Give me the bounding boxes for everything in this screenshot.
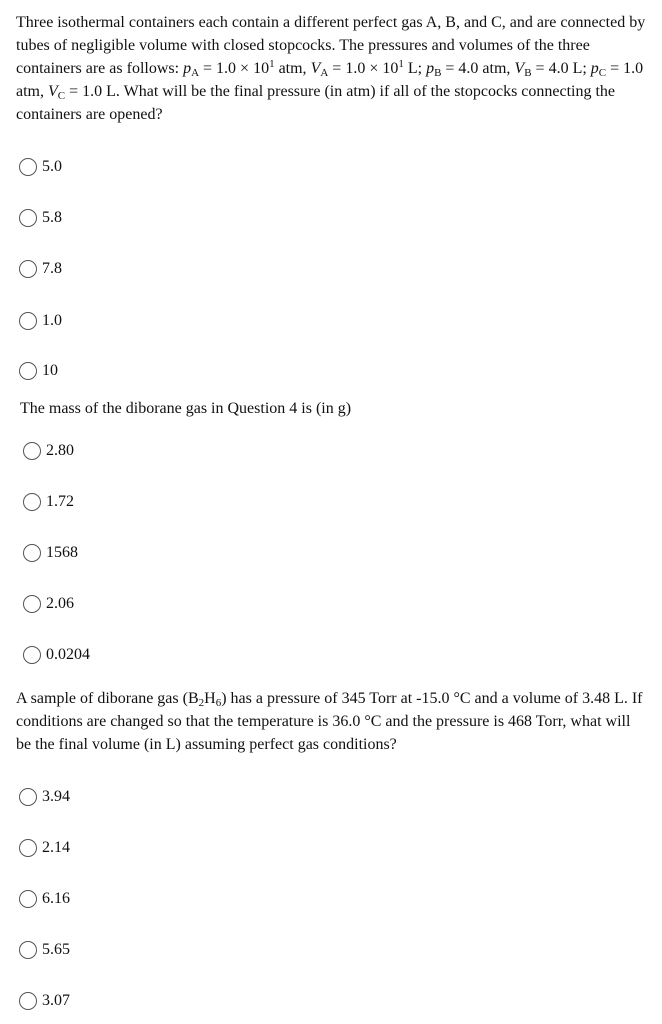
option-label: 2.80 xyxy=(46,442,74,459)
radio-button[interactable] xyxy=(23,493,41,511)
q1-option-5[interactable] xyxy=(19,359,58,383)
radio-button[interactable] xyxy=(19,158,37,176)
radio-button[interactable] xyxy=(23,595,41,613)
radio-button[interactable] xyxy=(23,544,41,562)
q3-option-5[interactable] xyxy=(19,989,70,1013)
radio-button[interactable] xyxy=(19,890,37,908)
q2-option-4[interactable] xyxy=(23,592,74,616)
radio-button[interactable] xyxy=(19,839,37,857)
option-label: 7.8 xyxy=(42,260,62,277)
option-label: 2.06 xyxy=(46,595,74,612)
option-label: 3.07 xyxy=(42,992,70,1009)
q1-option-2[interactable] xyxy=(19,206,62,230)
q2-option-3[interactable] xyxy=(23,541,78,565)
question-3-text: A sample of diborane gas $(B_2H_6)$ has a pressure of 345 Torr at -15.0 °C and a volume of 3.48 L. If conditions are changed so that the temperature is 36.0 °C and the pressure is 468 Torr, what will be the final volume (in L) assuming perfect gas conditions? xyxy=(16,690,643,753)
option-label: 1.72 xyxy=(46,493,74,510)
radio-button[interactable] xyxy=(19,992,37,1010)
option-label: 2.14 xyxy=(42,839,70,856)
option-label: 5.8 xyxy=(42,209,62,226)
q3-option-2[interactable] xyxy=(19,836,70,860)
q2-option-1[interactable] xyxy=(23,439,74,463)
option-label: 6.16 xyxy=(42,890,70,907)
radio-button[interactable] xyxy=(19,209,37,227)
radio-button[interactable] xyxy=(19,362,37,380)
radio-button[interactable] xyxy=(19,260,37,278)
q3-option-1[interactable] xyxy=(19,785,70,809)
option-label: 5.65 xyxy=(42,941,70,958)
option-label: 0.0204 xyxy=(46,646,90,663)
q3-option-4[interactable] xyxy=(19,938,70,962)
option-label: 3.94 xyxy=(42,788,70,805)
option-label: 1568 xyxy=(46,544,78,561)
question-2-text: The mass of the diborane gas in Question 4 is (in g) xyxy=(20,400,352,417)
q3-option-3[interactable] xyxy=(19,887,70,911)
radio-button[interactable] xyxy=(19,941,37,959)
q1-option-1[interactable] xyxy=(19,155,62,179)
radio-button[interactable] xyxy=(23,646,41,664)
radio-button[interactable] xyxy=(19,312,37,330)
option-label: 1.0 xyxy=(42,312,62,329)
q1-option-4[interactable] xyxy=(19,309,62,333)
q1-option-3[interactable] xyxy=(19,257,62,281)
question-1-text: Three isothermal containers each contain a different perfect gas A, B, and C, and are connected by tubes of negligible volume with closed stopcocks. The pressures and volumes of the three containers are as follows: $p_A = 1.0 \times 10^1$ atm, $V_A = 1.0 \times 10^1$ L; $p_B = 4.0$ atm, $V_B = 4.0$ L; $p_C = 1.0$ atm, $V_C = 1.0$ L. What will be the final pressure (in atm) if all of the stopcocks connecting the containers are opened? xyxy=(16,14,646,123)
radio-button[interactable] xyxy=(19,788,37,806)
option-label: 5.0 xyxy=(42,158,62,175)
q2-option-5[interactable] xyxy=(23,643,90,667)
q2-option-2[interactable] xyxy=(23,490,74,514)
radio-button[interactable] xyxy=(23,442,41,460)
option-label: 10 xyxy=(42,362,58,379)
